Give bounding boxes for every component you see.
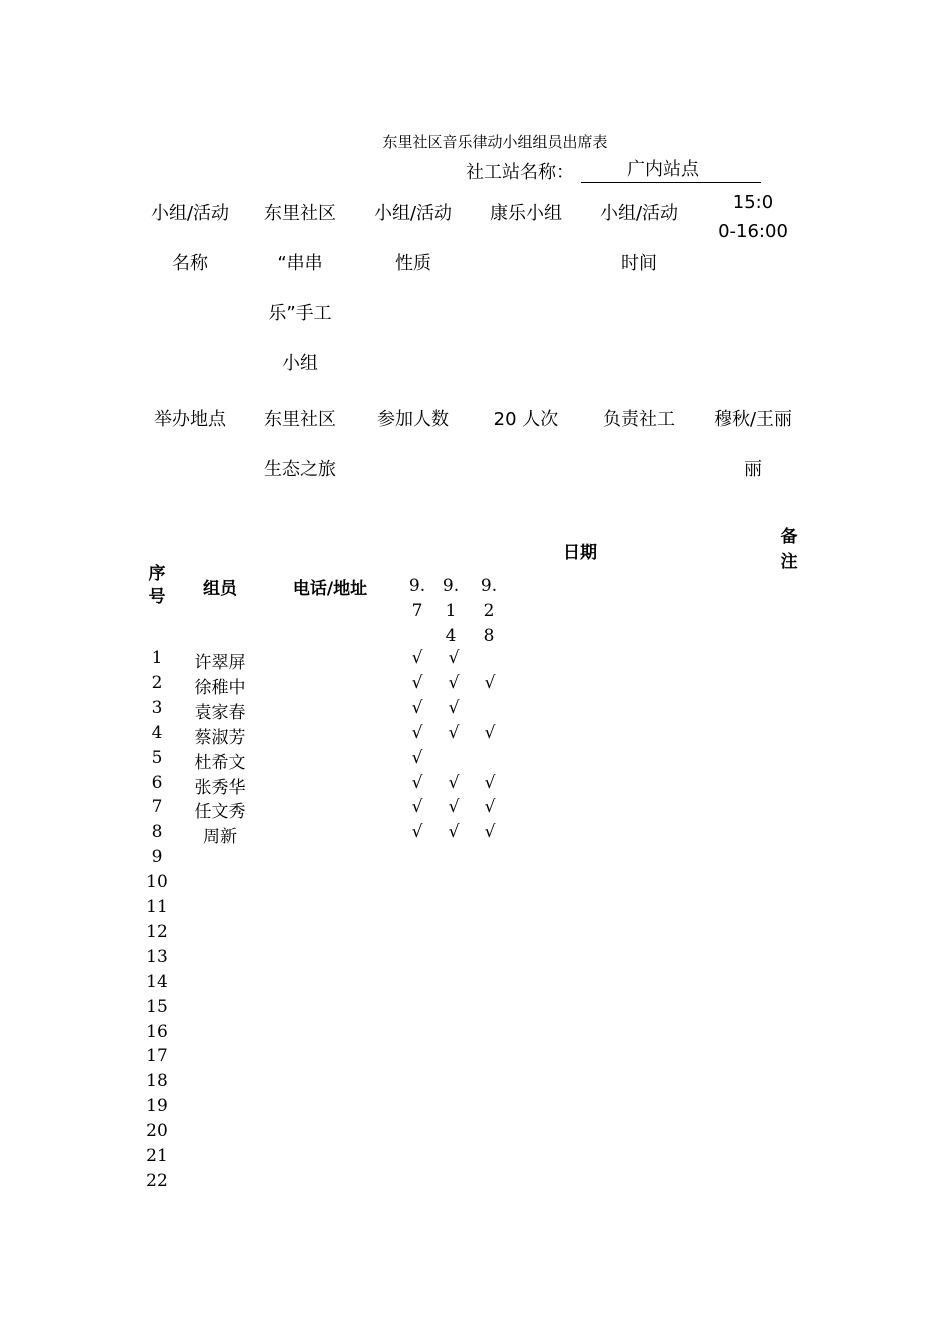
attendance-check: √ [411,772,423,793]
worker-label: 负责社工 [603,409,675,430]
row-member-name: 蔡淑芳 [194,727,246,748]
attendance-check: √ [448,772,460,793]
row-number: 17 [146,1046,168,1067]
row-number: 1 [151,648,163,668]
row-number: 8 [151,822,163,843]
worker-value: 穆秋/王丽 丽 [713,409,793,480]
table-row [0,797,950,822]
table-row [0,1171,950,1196]
attendance-check: √ [411,722,423,743]
nature-label: 小组/活动 性质 [373,203,453,274]
attendance-check: √ [448,697,460,718]
attendance-check: √ [448,672,460,693]
row-number: 5 [151,747,163,768]
date-column-3: 9. 2 8 [480,576,498,646]
row-number: 21 [146,1146,168,1166]
attendance-check: √ [484,672,496,693]
table-row [0,723,950,748]
venue-value: 东里社区 生态之旅 [264,409,336,480]
attendance-check: √ [484,722,496,743]
row-member-name: 任文秀 [194,802,246,823]
header-remark: 备 注 [780,527,798,572]
header-date: 日期 [563,543,597,563]
table-row [0,1022,950,1047]
table-row [0,1096,950,1121]
attendance-check: √ [484,772,496,793]
attendance-check: √ [484,822,496,843]
table-row [0,922,950,947]
attendance-check: √ [448,648,460,668]
table-row [0,847,950,872]
row-member-name: 徐稚中 [194,677,246,698]
row-number: 22 [146,1170,168,1191]
row-number: 3 [151,697,163,718]
time-value: 15:0 0-16:00 [718,192,788,242]
table-row [0,997,950,1022]
row-member-name: 袁家春 [194,702,246,723]
row-number: 20 [146,1121,168,1142]
page-title: 东里社区音乐律动小组组员出席表 [382,133,608,151]
table-row [0,698,950,723]
row-number: 19 [146,1096,168,1117]
row-number: 4 [151,722,163,743]
venue-label: 举办地点 [154,409,226,430]
attendance-check: √ [448,822,460,843]
row-member-name: 杜希文 [194,752,246,773]
row-number: 13 [146,946,168,967]
table-row [0,1146,950,1171]
attendance-check: √ [411,747,423,768]
table-row [0,1071,950,1096]
row-member-name: 张秀华 [194,777,246,798]
attendance-check: √ [411,672,423,693]
row-number: 12 [146,921,168,942]
count-value: 20 人次 [493,409,559,430]
table-row [0,897,950,922]
row-number: 11 [146,897,168,917]
attendance-check: √ [484,797,496,818]
date-column-1: 9. 7 [408,576,426,621]
header-seq: 序 号 [148,564,166,607]
station-value: 广内站点 [581,158,761,183]
table-row [0,947,950,972]
table-row [0,822,950,847]
table-row [0,648,950,673]
table-row [0,748,950,773]
row-number: 16 [146,1021,168,1042]
row-number: 18 [146,1071,168,1092]
header-phone: 电话/地址 [292,579,368,599]
row-number: 14 [146,971,168,992]
table-row [0,773,950,798]
row-number: 9 [151,847,163,868]
row-number: 10 [146,872,168,893]
attendance-check: √ [411,822,423,843]
table-row [0,1046,950,1071]
group-name-label: 小组/活动 名称 [150,203,230,274]
table-row [0,972,950,997]
row-member-name: 周新 [203,827,237,848]
attendance-check: √ [411,648,423,668]
table-row [0,872,950,897]
attendance-check: √ [411,697,423,718]
count-label: 参加人数 [377,409,449,430]
group-name-value: 东里社区 “串串 乐”手工 小组 [264,203,336,374]
nature-value: 康乐小组 [490,203,562,224]
table-row [0,1121,950,1146]
row-member-name: 许翠屏 [194,653,246,673]
attendance-check: √ [448,797,460,818]
attendance-check: √ [448,722,460,743]
row-number: 6 [151,772,163,793]
row-number: 2 [151,672,163,693]
date-column-2: 9. 1 4 [442,576,460,646]
station-label: 社工站名称： [466,162,574,183]
row-number: 15 [146,996,168,1017]
time-label: 小组/活动 时间 [599,203,679,274]
attendance-check: √ [411,797,423,818]
header-member: 组员 [203,579,237,599]
row-number: 7 [151,797,163,818]
table-row [0,673,950,698]
